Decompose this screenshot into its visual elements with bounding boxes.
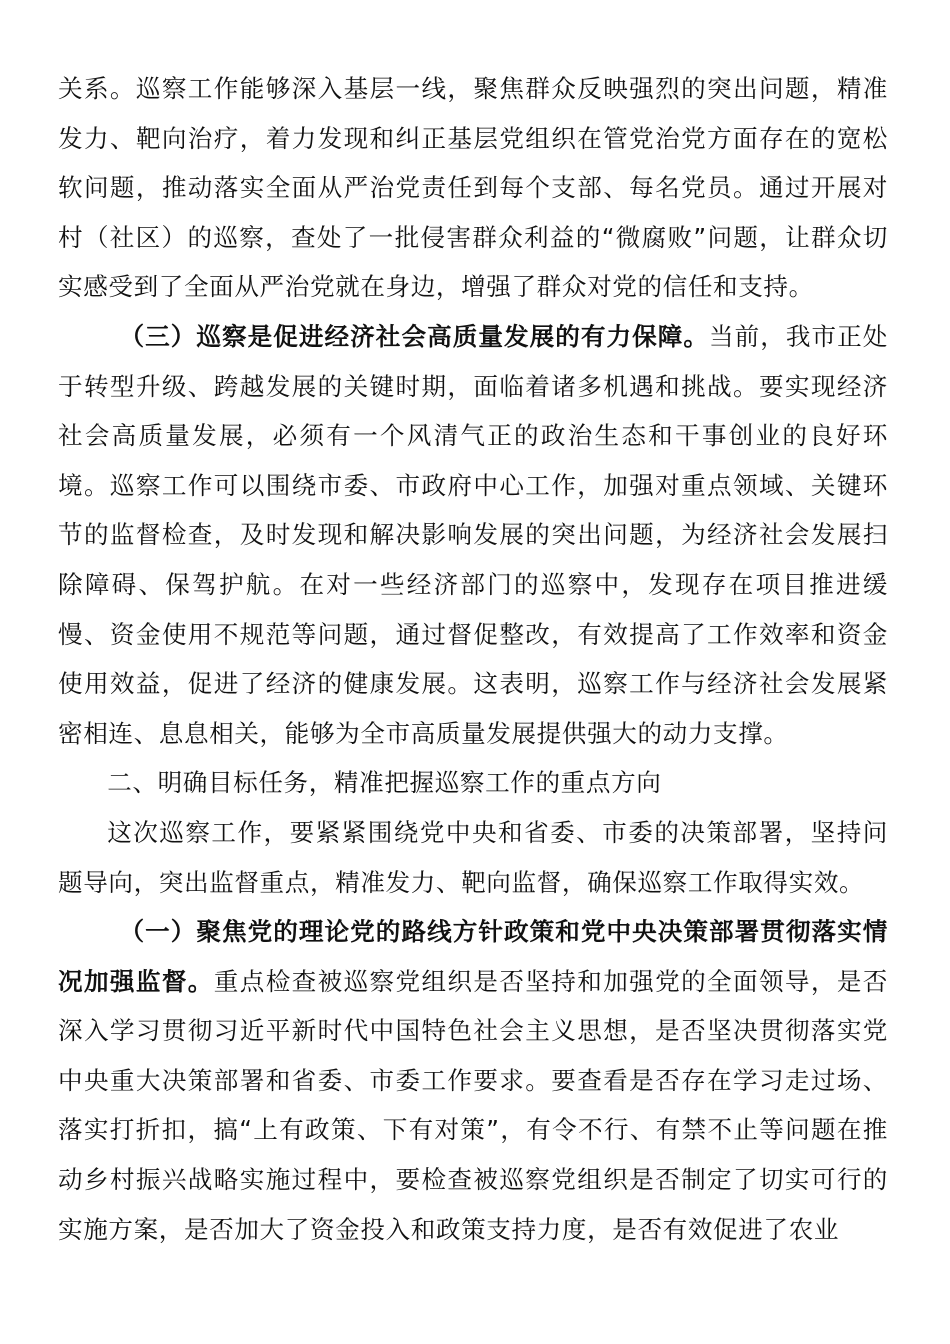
paragraph-text: 这次巡察工作，要紧紧围绕党中央和省委、市委的决策部署，坚持问题导向，突出监督重点，精准发力、靶向监督，确保巡察工作取得实效。	[58, 817, 888, 897]
paragraph-party-governance	[58, 64, 888, 312]
paragraph-text: 重点检查被巡察党组织是否坚持和加强党的全面领导，是否深入学习贯彻习近平新时代中国特色社会主义思想，是否坚决贯彻落实党中央重大决策部署和省委、市委工作要求。要查看是否存在学习走过场、落实打折扣，搞“上有政策、下有对策”，有令不行、有禁不止等问题在推动乡村振兴战略实施过程中，要检查被巡察党组织是否制定了切实可行的实施方案，是否加大了资金投入和政策支持力度，是否有效促进了农业	[58, 966, 888, 1244]
paragraph-text: 当前，我市正处于转型升级、跨越发展的关键时期，面临着诸多机遇和挑战。要实现经济社会高质量发展，必须有一个风清气正的政治生态和干事创业的良好环境。巡察工作可以围绕市委、市政府中心工作，加强对重点领域、关键环节的监督检查，及时发现和解决影响发展的突出问题，为经济社会发展扫除障碍、保驾护航。在对一些经济部门的巡察中，发现存在项目推进缓慢、资金使用不规范等问题，通过督促整改，有效提高了工作效率和资金使用效益，促进了经济的健康发展。这表明，巡察工作与经济社会发展紧密相连、息息相关，能够为全市高质量发展提供强大的动力支撑。	[58, 321, 888, 748]
section-heading-bold: （一）聚焦党的理论党的路线方针政策和党中央决策部署贯彻落实情况加强监督。	[58, 917, 888, 996]
paragraph-text: 关系。巡察工作能够深入基层一线，聚焦群众反映强烈的突出问题，精准发力、靶向治疗，着力发现和纠正基层党组织在管党治党方面存在的宽松软问题，推动落实全面从严治党责任到每个支部、每名党员。通过开展对村（社区）的巡察，查处了一批侵害群众利益的“微腐败”问题，让群众切实感受到了全面从严治党就在身边，增强了群众对党的信任和支持。	[58, 74, 888, 302]
chapter-heading-two: 二、明确目标任务，精准把握巡察工作的重点方向	[107, 768, 662, 798]
document-body	[58, 64, 888, 1254]
paragraph-section-one	[58, 907, 888, 1254]
paragraph-intro	[58, 808, 888, 907]
paragraph-section-three	[58, 312, 888, 758]
section-heading-bold: （三）巡察是促进经济社会高质量发展的有力保障。	[119, 321, 710, 351]
